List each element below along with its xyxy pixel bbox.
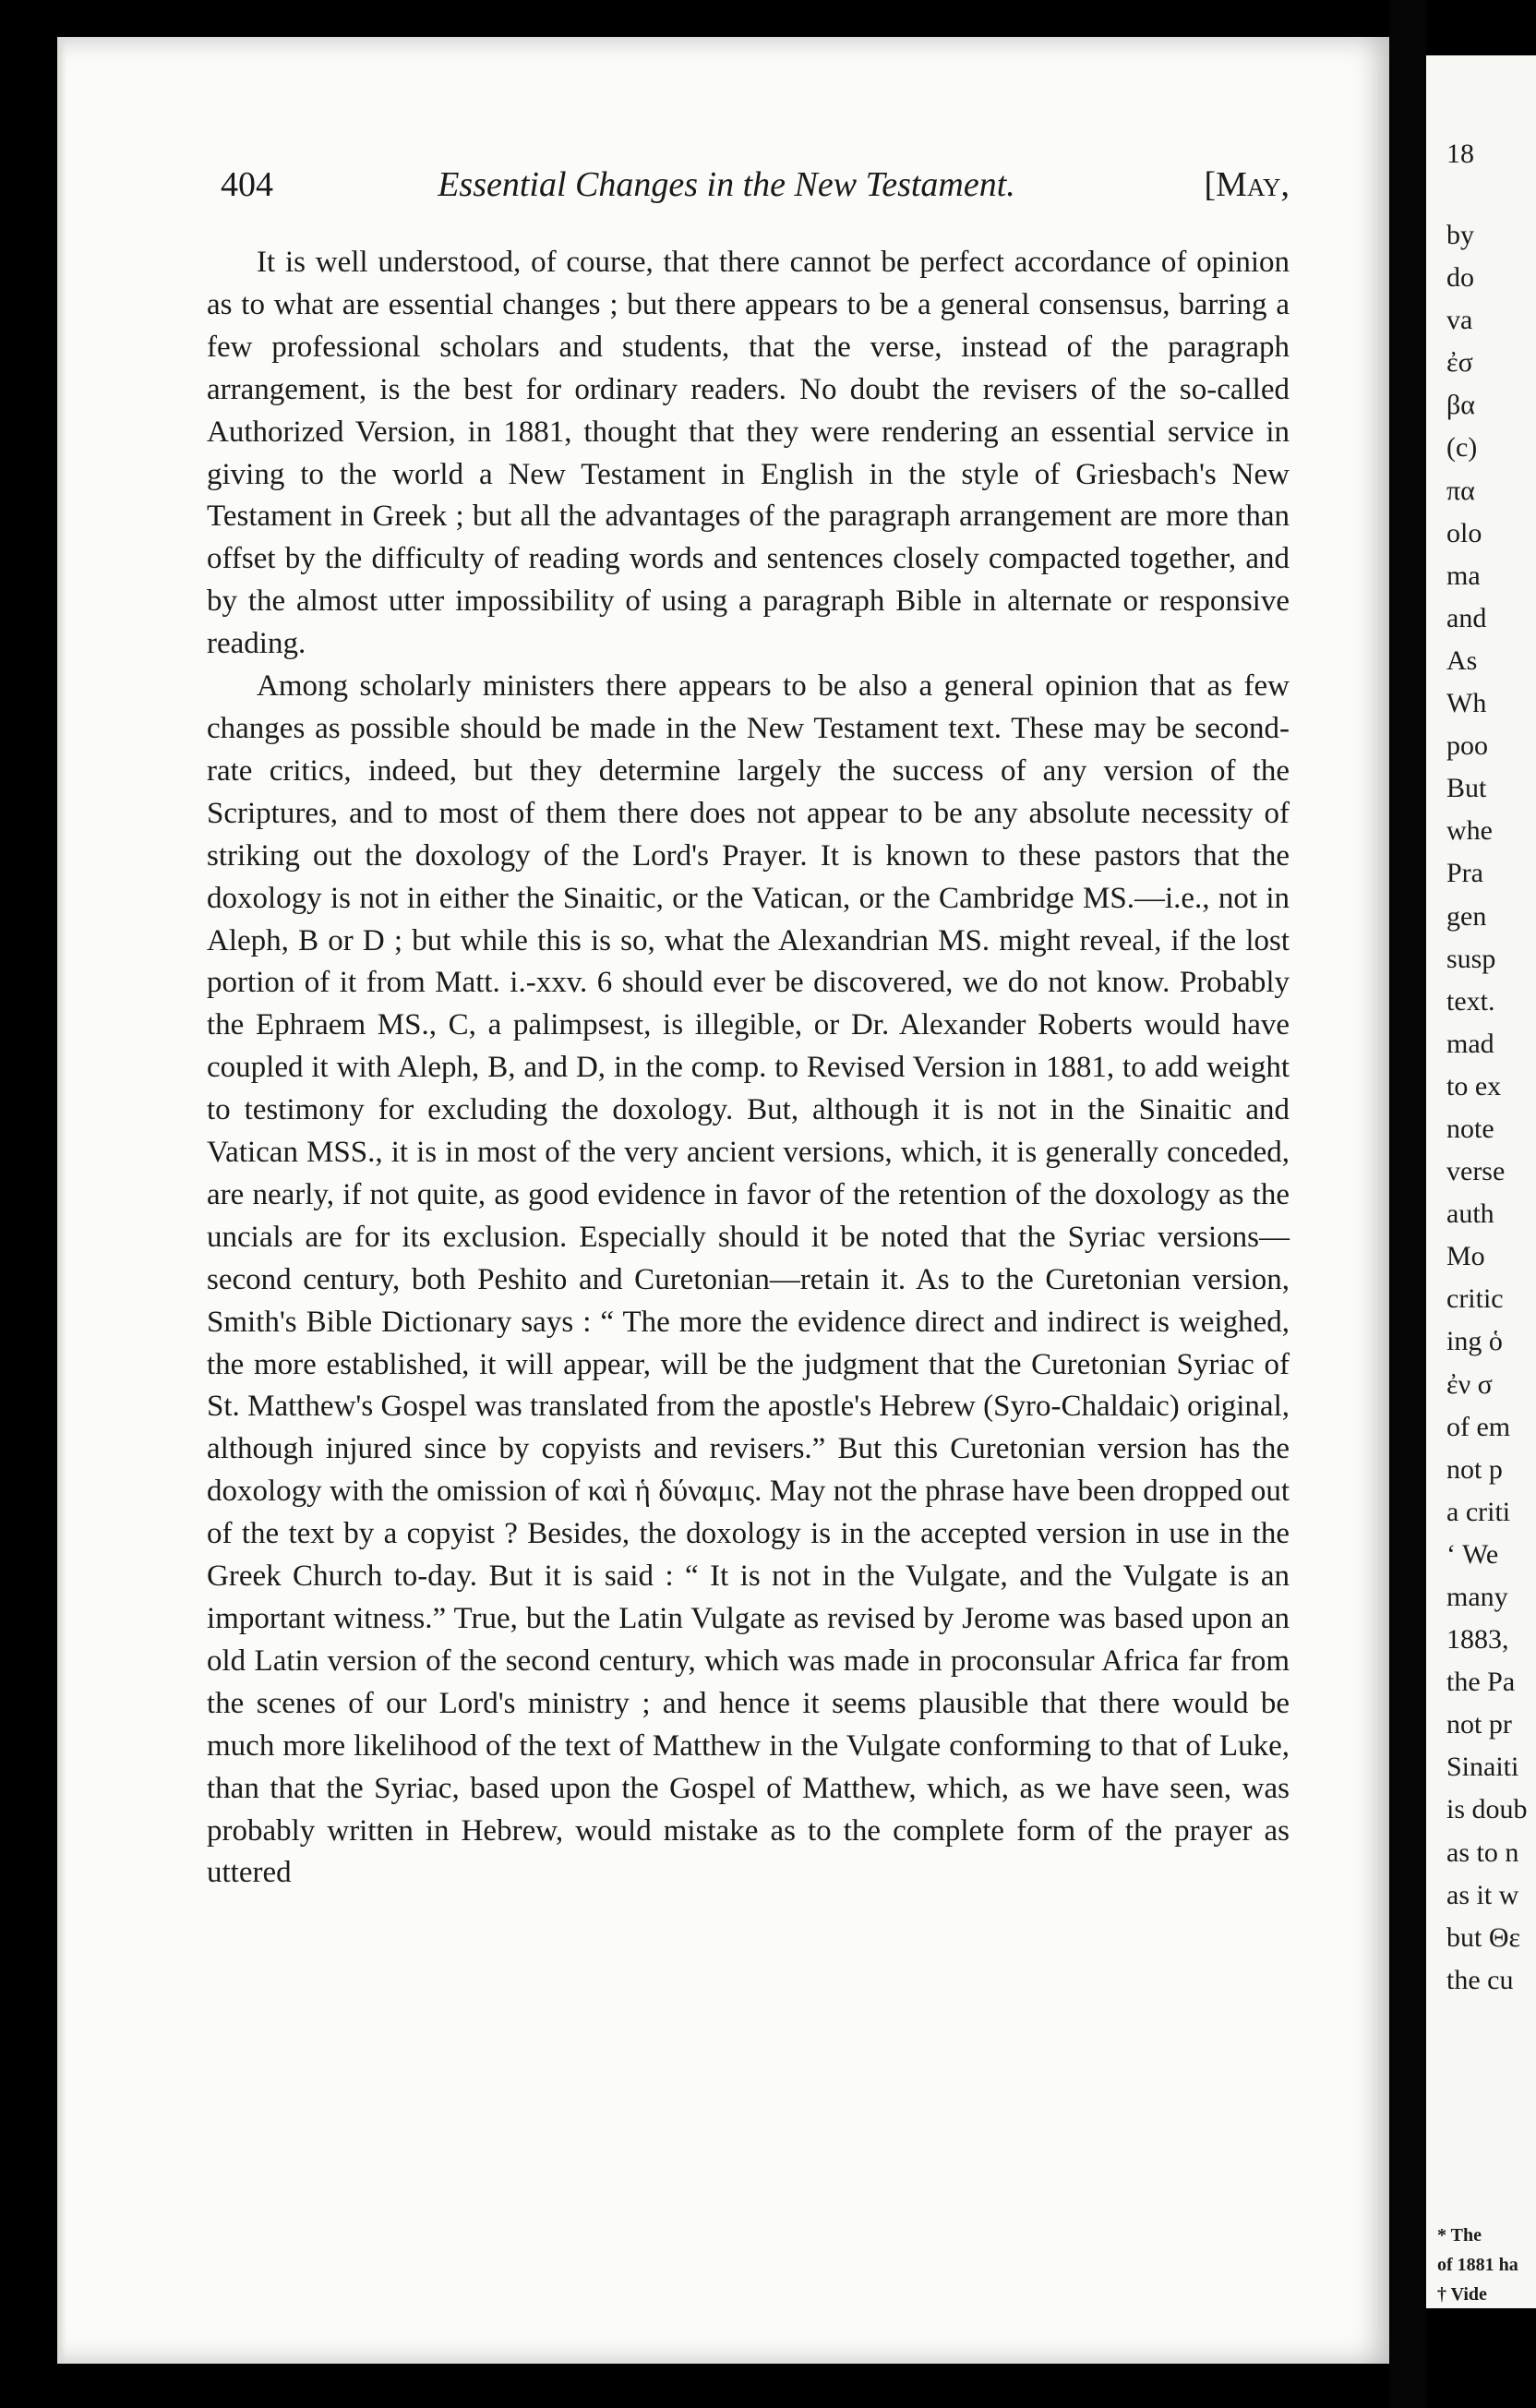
facing-page-line: whe bbox=[1446, 815, 1493, 847]
facing-page-line: ma bbox=[1446, 560, 1481, 591]
facing-page-line: note bbox=[1446, 1113, 1494, 1144]
facing-page-line: do bbox=[1446, 262, 1474, 294]
facing-page-line: the Pa bbox=[1446, 1667, 1516, 1698]
facing-page-line: as to n bbox=[1446, 1836, 1519, 1868]
facing-page-line: verse bbox=[1446, 1156, 1506, 1187]
facing-page-line: βα bbox=[1446, 390, 1475, 421]
facing-page-footnote: † Vide bbox=[1437, 2284, 1487, 2305]
facing-page-top: 18 bbox=[1446, 138, 1474, 169]
facing-page-line: not pr bbox=[1446, 1709, 1512, 1740]
facing-page-line: 1883, bbox=[1446, 1624, 1509, 1656]
paragraph-1: It is well understood, of course, that there cannot be perfect accordance of opinion as to what are essential changes ; but there appears to be a general consensus, barring a few professional scholars and students, that the verse, instead of the paragraph arrangement, is the best for ordinary readers. No doubt the revisers of the so-called Authorized Version, in 1881, thought that they were rendering an essential service in giving to the world a New Testament in English in the style of Griesbach's New Testament in Greek ; but all the advantages of the paragraph arrangement are more than offset by the difficulty of reading words and sentences closely compacted together, and by the almost utter impossibility of using a paragraph Bible in alternate or responsive reading. bbox=[207, 246, 1290, 661]
facing-page-line: of em bbox=[1446, 1411, 1511, 1442]
facing-page-line: va bbox=[1446, 305, 1473, 336]
running-head bbox=[163, 155, 1290, 220]
facing-page-line: ing ὁ bbox=[1446, 1326, 1503, 1357]
body-text bbox=[207, 242, 1290, 1895]
facing-page-line: Pra bbox=[1446, 858, 1483, 889]
facing-page-line: ἐν σ bbox=[1446, 1368, 1493, 1400]
facing-page-line: and bbox=[1446, 602, 1487, 633]
facing-page-footnotes bbox=[1437, 2221, 1536, 2308]
facing-page-line: mad bbox=[1446, 1028, 1494, 1059]
facing-page-line: critic bbox=[1446, 1283, 1504, 1315]
facing-page-line: Mo bbox=[1446, 1241, 1485, 1272]
paragraph-2: Among scholarly ministers there appears to be also a general opinion that as few changes as possible should be made in the New Testament text. These may be second-rate critics, indeed, but they determine largely the success of any version of the Scriptures, and to most of them there does not appear to be any absolute necessity of striking out the doxology of the Lord's Prayer. It is known to these pastors that the doxology is not in either the Sinaitic, or the Vatican, or the Cambridge MS.—i.e., not in Aleph, B or D ; but while this is so, what the Alexandrian MS. might reveal, if the lost portion of it from Matt. i.-xxv. 6 should ever be discovered, we do not know. Probably the Ephraem MS., C, a palimpsest, is illegible, or Dr. Alexander Roberts would have coupled it with Aleph, B, and D, in the comp. to Revised Version in 1881, to add weight to testimony for excluding the doxology. But, although it is not in the Sinaitic and Vatican MSS., it is in most of the very ancient versions, which, it is generally conceded, are nearly, if not quite, as good evidence in favor of the retention of the doxology as the uncials are for its exclusion. Especially should it be noted that the Syriac versions—second century, both Peshito and Curetonian—retain it. As to the Curetonian version, Smith's Bible Dictionary says : “ The more the evidence direct and indirect is weighed, the more established, it will appear, will be the judgment that the Curetonian Syriac of St. Matthew's Gospel was translated from the apostle's Hebrew (Syro-Chaldaic) original, although injured since by copyists and revisers.” But this Curetonian version has the doxology with the omission of καὶ ἡ δύναμις. May not the phrase have been dropped out of the text by a copyist ? Besides, the doxology is in the accepted version in use in the Greek Church to-day. But it is said : “ It is not in the Vulgate, and the Vulgate is an important witness.” True, but the Latin Vulgate as revised by Jerome was based upon an old Latin version of the second century, which was made in proconsular Africa far from the scenes of our Lord's ministry ; and hence it seems plausible that there would be much more likelihood of the text of Matthew in the Vulgate conforming to that of Luke, than that the Syriac, based upon the Gospel of Matthew, which, as we have seen, was probably written in Hebrew, would mistake as to the complete form of the prayer as uttered bbox=[207, 669, 1290, 1890]
facing-page-line: (c) bbox=[1446, 432, 1478, 464]
facing-page-line: πα bbox=[1446, 475, 1475, 506]
running-title: Essential Changes in the New Testament. bbox=[438, 165, 1015, 204]
facing-page-line: but Θε bbox=[1446, 1921, 1521, 1953]
facing-page-lines bbox=[1426, 214, 1536, 2002]
facing-page-line: poo bbox=[1446, 730, 1488, 762]
facing-page-footnote: * The bbox=[1437, 2225, 1482, 2245]
facing-page-line: is doub bbox=[1446, 1794, 1528, 1825]
facing-page-line: a criti bbox=[1446, 1496, 1511, 1527]
facing-page-line: the cu bbox=[1446, 1964, 1514, 1995]
facing-page-line: As bbox=[1446, 644, 1478, 676]
facing-page-line: gen bbox=[1446, 900, 1487, 932]
running-date: [May, bbox=[1204, 165, 1290, 204]
book-spine bbox=[1389, 0, 1426, 2408]
facing-page-line: ‘ We bbox=[1446, 1538, 1499, 1570]
facing-page-line: Sinaiti bbox=[1446, 1752, 1519, 1783]
facing-page-line: auth bbox=[1446, 1198, 1494, 1230]
facing-page-line: not p bbox=[1446, 1453, 1503, 1485]
facing-page-fragment bbox=[1426, 55, 1536, 2308]
facing-page-line: text. bbox=[1446, 985, 1495, 1017]
facing-page-line: by bbox=[1446, 220, 1474, 250]
facing-page-line: olo bbox=[1446, 517, 1482, 548]
facing-page-line: to ex bbox=[1446, 1070, 1502, 1102]
facing-page-line: But bbox=[1446, 773, 1487, 804]
page-number: 404 bbox=[221, 165, 273, 204]
facing-page-line: susp bbox=[1446, 943, 1496, 974]
facing-page-footnote: of 1881 ha bbox=[1437, 2255, 1518, 2275]
facing-page-line: many bbox=[1446, 1582, 1508, 1612]
facing-page-line: ἐσ bbox=[1446, 347, 1473, 379]
facing-page-line: Wh bbox=[1446, 688, 1487, 719]
facing-page-line: as it w bbox=[1446, 1879, 1519, 1910]
